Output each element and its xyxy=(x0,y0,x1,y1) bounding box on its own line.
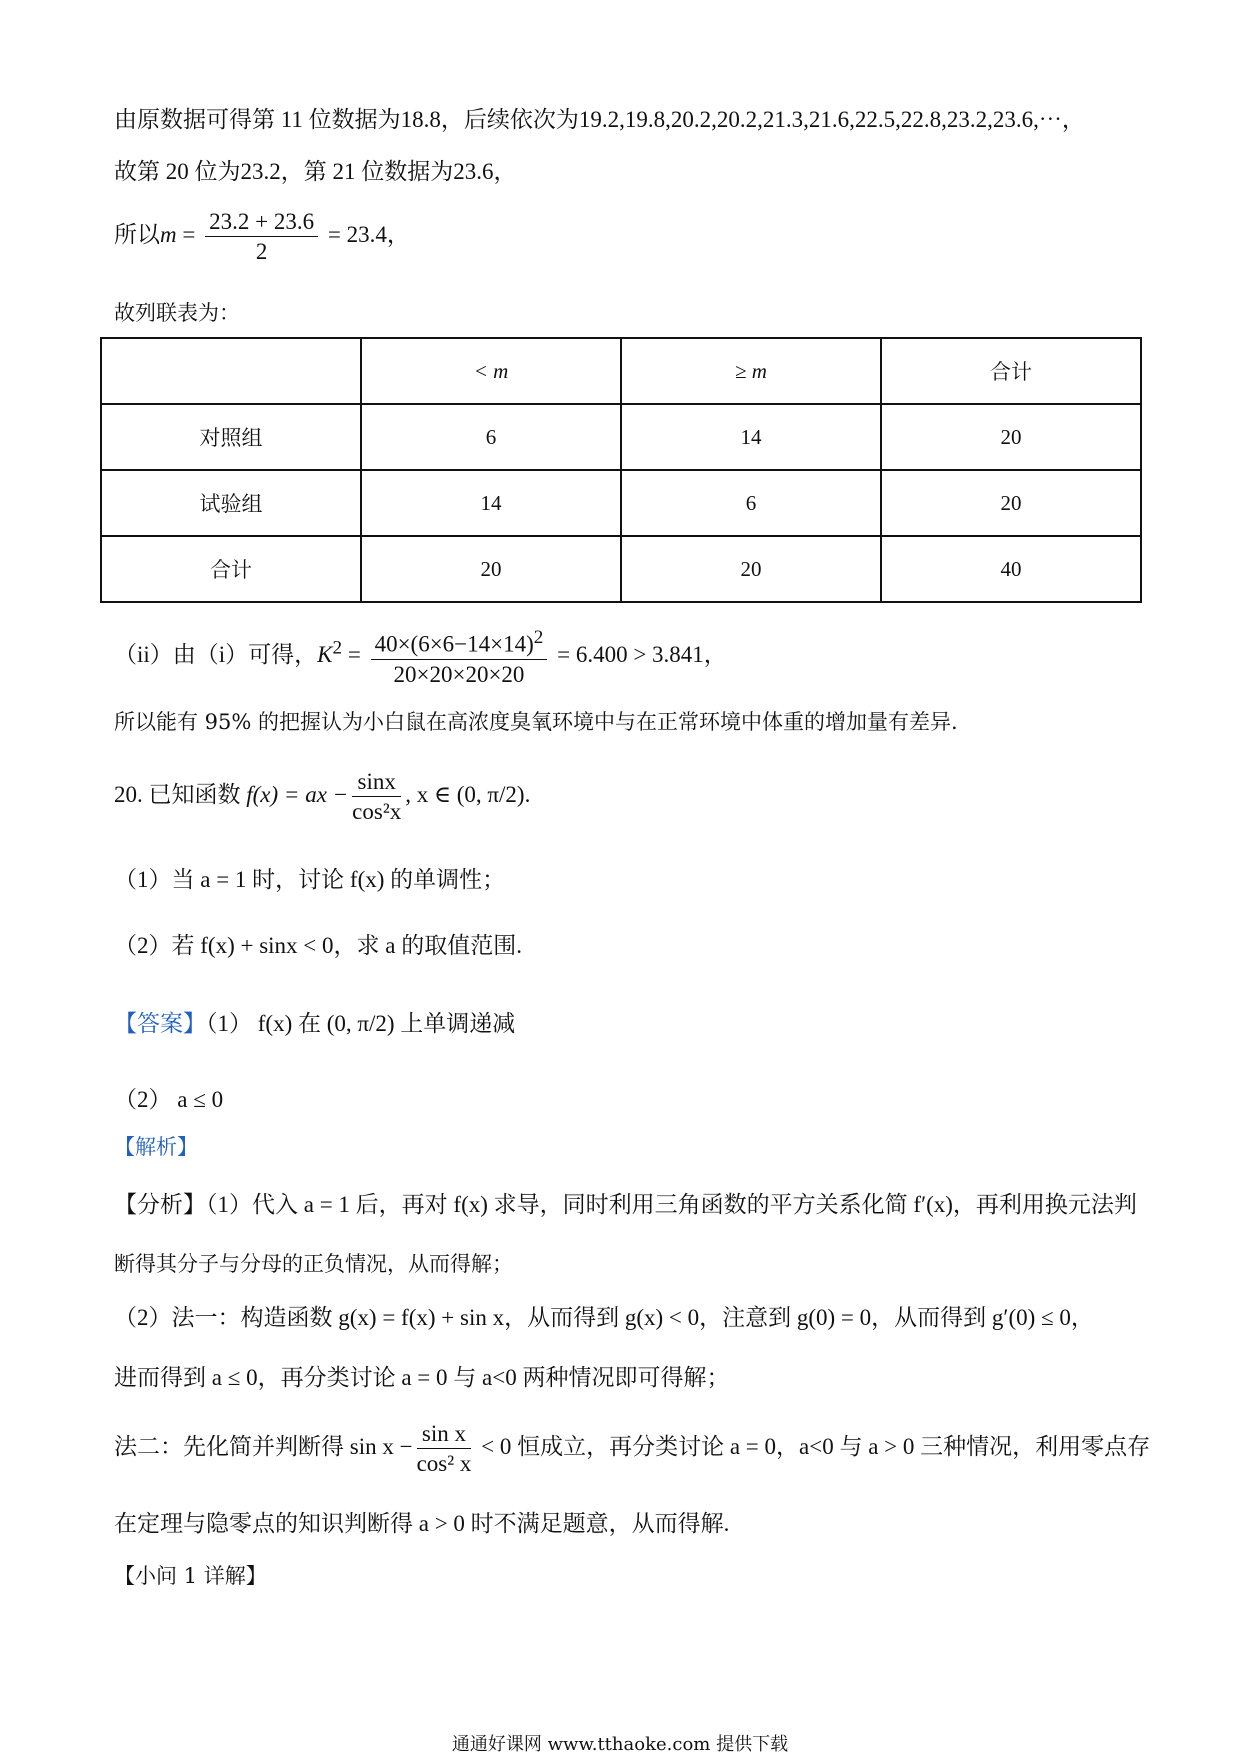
method-2-line-2: 在定理与隐零点的知识判断得 a > 0 时不满足题意，从而得解. xyxy=(114,1511,730,1536)
question-20-part-2: （2）若 f(x) + sinx < 0，求 a 的取值范围. xyxy=(114,933,522,958)
m-fraction xyxy=(205,210,318,263)
m-var: m xyxy=(160,221,177,247)
k-numerator xyxy=(371,628,548,660)
answer-1: （1） f(x) 在 (0, π/2) 上单调递减 xyxy=(206,1011,516,1036)
method-2-denominator: cos² x xyxy=(416,1451,472,1476)
analysis-line-3: （2）法一：构造函数 g(x) = f(x) + sin x，从而得到 g(x) < 0，注意到 g(0) = 0，从而得到 g′(0) ≤ 0， xyxy=(114,1305,1094,1330)
m-prefix: 所以 xyxy=(114,221,160,247)
analysis-tag: 【分析】 xyxy=(114,1192,206,1217)
header-cell: ≥ m xyxy=(621,338,881,404)
m-formula xyxy=(114,210,410,263)
question-20-part-1: （1）当 a = 1 时，讨论 f(x) 的单调性； xyxy=(114,867,506,892)
k-superscript: 2 xyxy=(332,637,343,659)
text-line-2: 故第 20 位为23.2，第 21 位数据为23.6， xyxy=(114,159,517,184)
method-2-line-1 xyxy=(114,1422,1150,1475)
analysis-1: （1）代入 a = 1 后，再对 f(x) 求导，同时利用三角函数的平方关系化简 f′(x)，再利用换元法判 xyxy=(206,1192,1137,1217)
table-cell: 6 xyxy=(361,404,621,470)
table-intro: 故列联表为： xyxy=(114,301,240,325)
k-symbol: K xyxy=(317,642,333,668)
k-numerator-sup: 2 xyxy=(533,627,544,648)
answer-tag: 【答案】 xyxy=(114,1011,206,1036)
table-cell: 14 xyxy=(621,404,881,470)
text-line-1: 由原数据可得第 11 位数据为18.8，后续依次为19.2,19.8,20.2,20.2,21.3,21.6,22.5,22.8,23.2,23.6,⋯， xyxy=(114,107,1085,132)
analysis-line-4: 进而得到 a ≤ 0，再分类讨论 a = 0 与 a<0 两种情况即可得解； xyxy=(114,1365,730,1390)
table-cell: 40 xyxy=(881,536,1141,602)
row-label: 对照组 xyxy=(101,404,361,470)
header-cell xyxy=(101,338,361,404)
q20-function: f(x) = ax − xyxy=(246,781,349,807)
header-cell: 合计 xyxy=(881,338,1141,404)
table-cell: 20 xyxy=(621,536,881,602)
subquestion-1-heading: 【小问 1 详解】 xyxy=(114,1564,267,1588)
k-fraction xyxy=(371,628,548,686)
analysis-line-1 xyxy=(114,1193,1137,1216)
k-result: = 6.400 > 3.841， xyxy=(551,642,727,668)
k-numerator-text: 40×(6×6−14×14) xyxy=(374,631,534,657)
ii-prefix: （ii）由（i）可得， xyxy=(114,642,318,668)
method-2-fraction xyxy=(417,1422,472,1475)
method-2-prefix: 法二：先化简并判断得 sin x − xyxy=(114,1433,413,1459)
q20-fraction xyxy=(352,770,401,823)
table-row xyxy=(101,536,1141,602)
m-denominator: 2 xyxy=(255,239,268,264)
m-numerator: 23.2 + 23.6 xyxy=(205,210,318,237)
answer-line-1 xyxy=(114,1012,515,1035)
q20-prefix: 20. 已知函数 xyxy=(114,781,241,807)
q20-domain: , x ∈ (0, π/2). xyxy=(405,781,531,807)
m-result: = 23.4， xyxy=(322,221,410,247)
m-eq: = xyxy=(176,221,202,247)
jiexi-heading: 【解析】 xyxy=(114,1135,198,1159)
footer-credit: 通通好课网 www.tthaoke.com 提供下载 xyxy=(451,1734,789,1755)
table-header-row xyxy=(101,338,1141,404)
table-row xyxy=(101,404,1141,470)
table-row xyxy=(101,470,1141,536)
q20-denominator: cos²x xyxy=(352,799,402,824)
q20-numerator: sinx xyxy=(352,770,401,797)
chi-square-formula: （ii）由（i）可得，$K^2$ = $\frac{40\times(6\times 6-14\times 14)^2}{20\times 20\times 20\times 20}$ = 6.400 > 3.841， xyxy=(114,627,727,687)
analysis-line-2: 断得其分子与分母的正负情况，从而得解； xyxy=(114,1252,513,1276)
table-cell: 14 xyxy=(361,470,621,536)
table-cell: 6 xyxy=(621,470,881,536)
method-2-numerator: sin x xyxy=(417,1422,472,1449)
row-label: 合计 xyxy=(101,536,361,602)
contingency-table xyxy=(100,337,1142,603)
table-cell: 20 xyxy=(881,470,1141,536)
table-cell: 20 xyxy=(881,404,1141,470)
conclusion-text: 所以能有 95% 的把握认为小白鼠在高浓度臭氧环境中与在正常环境中体重的增加量有差异. xyxy=(114,710,958,734)
k-denominator: 20×20×20×20 xyxy=(393,661,525,687)
answer-line-2: （2） a ≤ 0 xyxy=(114,1087,224,1112)
question-20 xyxy=(114,770,530,823)
row-label: 试验组 xyxy=(101,470,361,536)
header-cell: < m xyxy=(361,338,621,404)
method-2-suffix: < 0 恒成立，再分类讨论 a = 0，a<0 与 a > 0 三种情况，利用零点存 xyxy=(475,1433,1151,1459)
table-cell: 20 xyxy=(361,536,621,602)
